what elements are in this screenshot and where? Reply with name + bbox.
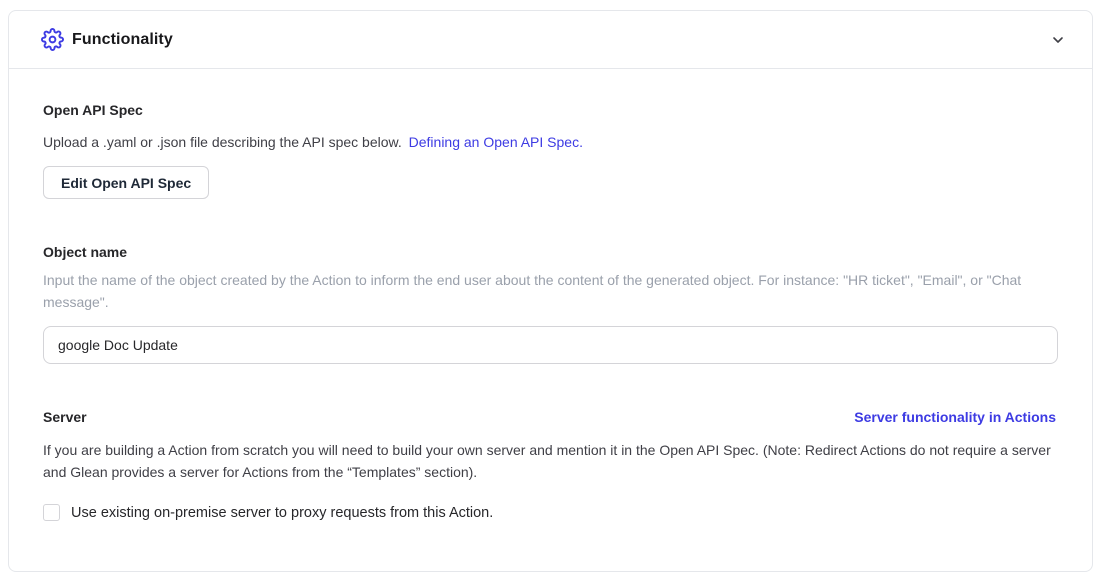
server-description: If you are building a Action from scratch you will need to build your own server and mention it in the Open API Spec. (Note: Redirect Actions do not require a server and Glean provides a server for Actions from the “Templates” section).: [43, 442, 1051, 480]
open-api-spec-section: [43, 102, 1056, 199]
on-premise-server-checkbox[interactable]: [43, 504, 60, 521]
server-label: Server: [43, 409, 87, 425]
object-name-input[interactable]: [43, 326, 1058, 364]
card-title: Functionality: [72, 30, 173, 48]
open-api-spec-description-text: Upload a .yaml or .json file describing the API spec below.: [43, 134, 402, 150]
on-premise-server-checkbox-row[interactable]: [43, 504, 1056, 521]
functionality-card-header: [9, 11, 1092, 69]
functionality-card: [8, 10, 1093, 572]
object-name-label: Object name: [43, 244, 128, 260]
edit-open-api-spec-button[interactable]: Edit Open API Spec: [43, 166, 209, 199]
gear-icon: [41, 28, 64, 51]
server-functionality-link[interactable]: Server functionality in Actions: [854, 409, 1056, 425]
object-name-description: Input the name of the object created by the Action to inform the end user about the content of the generated object. For instance: "HR ticket", "Email", or "Chat message".: [43, 272, 1022, 310]
defining-open-api-spec-link[interactable]: Defining an Open API Spec.: [408, 134, 583, 150]
chevron-down-icon[interactable]: [1050, 32, 1066, 48]
on-premise-server-checkbox-label: Use existing on-premise server to proxy requests from this Action.: [71, 504, 494, 521]
open-api-spec-label: Open API Spec: [43, 102, 143, 118]
open-api-spec-description: [43, 131, 1056, 153]
server-label-row: [43, 409, 1056, 425]
object-name-section: [43, 244, 1056, 364]
server-section: [43, 409, 1056, 521]
functionality-card-body: [9, 69, 1092, 521]
